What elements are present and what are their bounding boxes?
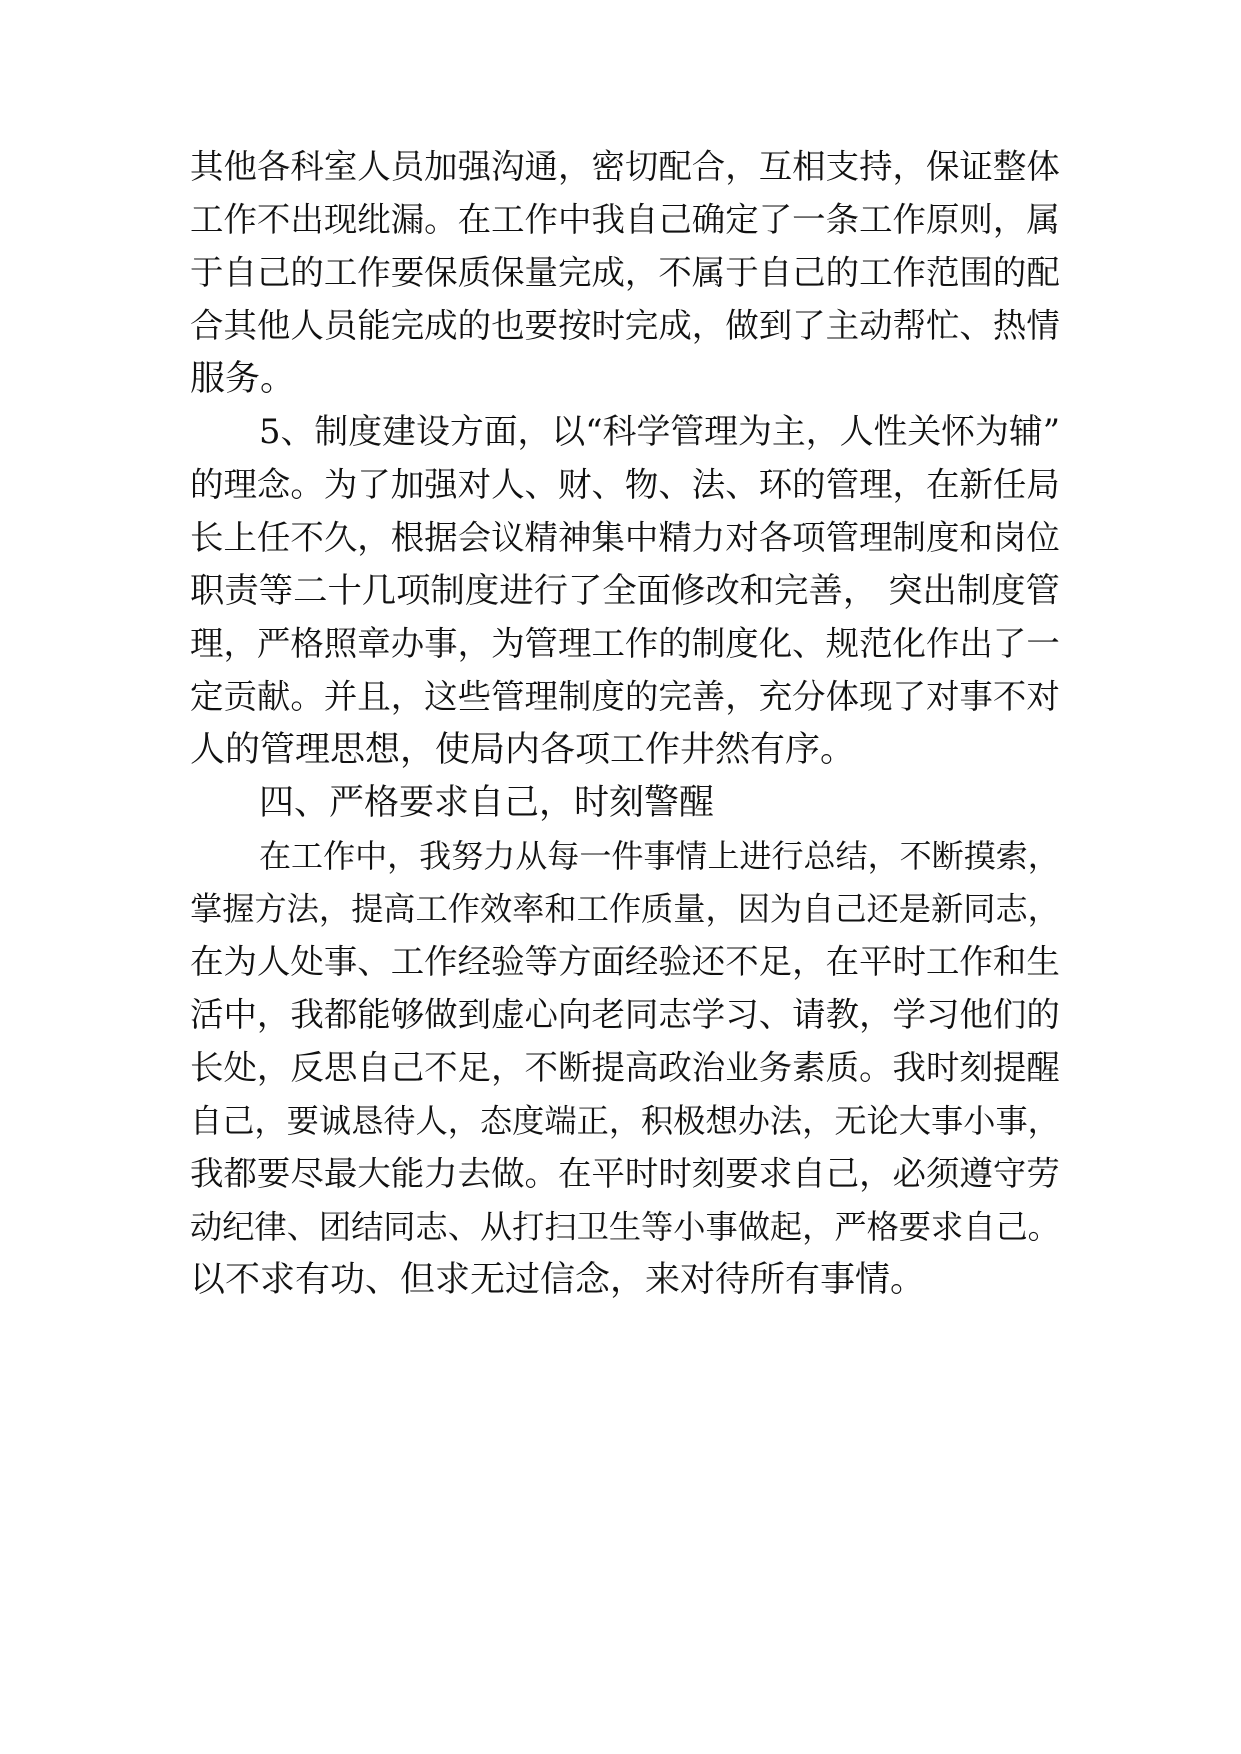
text-line: 长处，反思自己不足，不断提高政治业务素质。我时刻提醒 — [190, 1048, 1060, 1087]
text-line: 长上任不久，根据会议精神集中精力对各项管理制度和岗位 — [190, 518, 1060, 557]
text-line: 掌握方法，提高工作效率和工作质量，因为自己还是新同志， — [190, 890, 1060, 928]
text-line: 自己，要诚恳待人，态度端正，积极想办法，无论大事小事， — [190, 1102, 1060, 1140]
text-line: 动纪律、团结同志、从打扫卫生等小事做起，严格要求自己。 — [190, 1208, 1060, 1246]
text-line: 服务。 — [190, 359, 296, 399]
text-line: 以不求有功、但求无过信念，来对待所有事情。 — [190, 1260, 926, 1300]
paragraph-start-line: 在工作中，我努力从每一件事情上进行总结，不断摸索， — [259, 837, 1060, 875]
section-heading: 四、严格要求自己，时刻警醒 — [259, 783, 715, 823]
text-line: 我都要尽最大能力去做。在平时时刻要求自己，必须遵守劳 — [190, 1154, 1060, 1193]
text-line: 于自己的工作要保质保量完成，不属于自己的工作范围的配 — [190, 253, 1060, 292]
text-line: 工作不出现纰漏。在工作中我自己确定了一条工作原则，属 — [190, 200, 1060, 239]
text-line: 在为人处事、工作经验等方面经验还不足，在平时工作和生 — [190, 942, 1060, 981]
text-line: 的理念。为了加强对人、财、物、法、环的管理，在新任局 — [190, 465, 1060, 504]
paragraph-start-line: 5、制度建设方面，以“科学管理为主，人性关怀为辅” — [259, 412, 1061, 451]
text-line: 合其他人员能完成的也要按时完成，做到了主动帮忙、热情 — [190, 306, 1060, 345]
text-line: 人的管理思想，使局内各项工作井然有序。 — [190, 730, 856, 770]
text-line: 理，严格照章办事，为管理工作的制度化、规范化作出了一 — [190, 624, 1060, 663]
text-line: 职责等二十几项制度进行了全面修改和完善， 突出制度管 — [190, 571, 1060, 611]
text-line: 定贡献。并且，这些管理制度的完善，充分体现了对事不对 — [190, 677, 1060, 716]
text-line: 活中，我都能够做到虚心向老同志学习、请教，学习他们的 — [190, 995, 1060, 1034]
text-line: 其他各科室人员加强沟通，密切配合，互相支持，保证整体 — [190, 147, 1060, 186]
